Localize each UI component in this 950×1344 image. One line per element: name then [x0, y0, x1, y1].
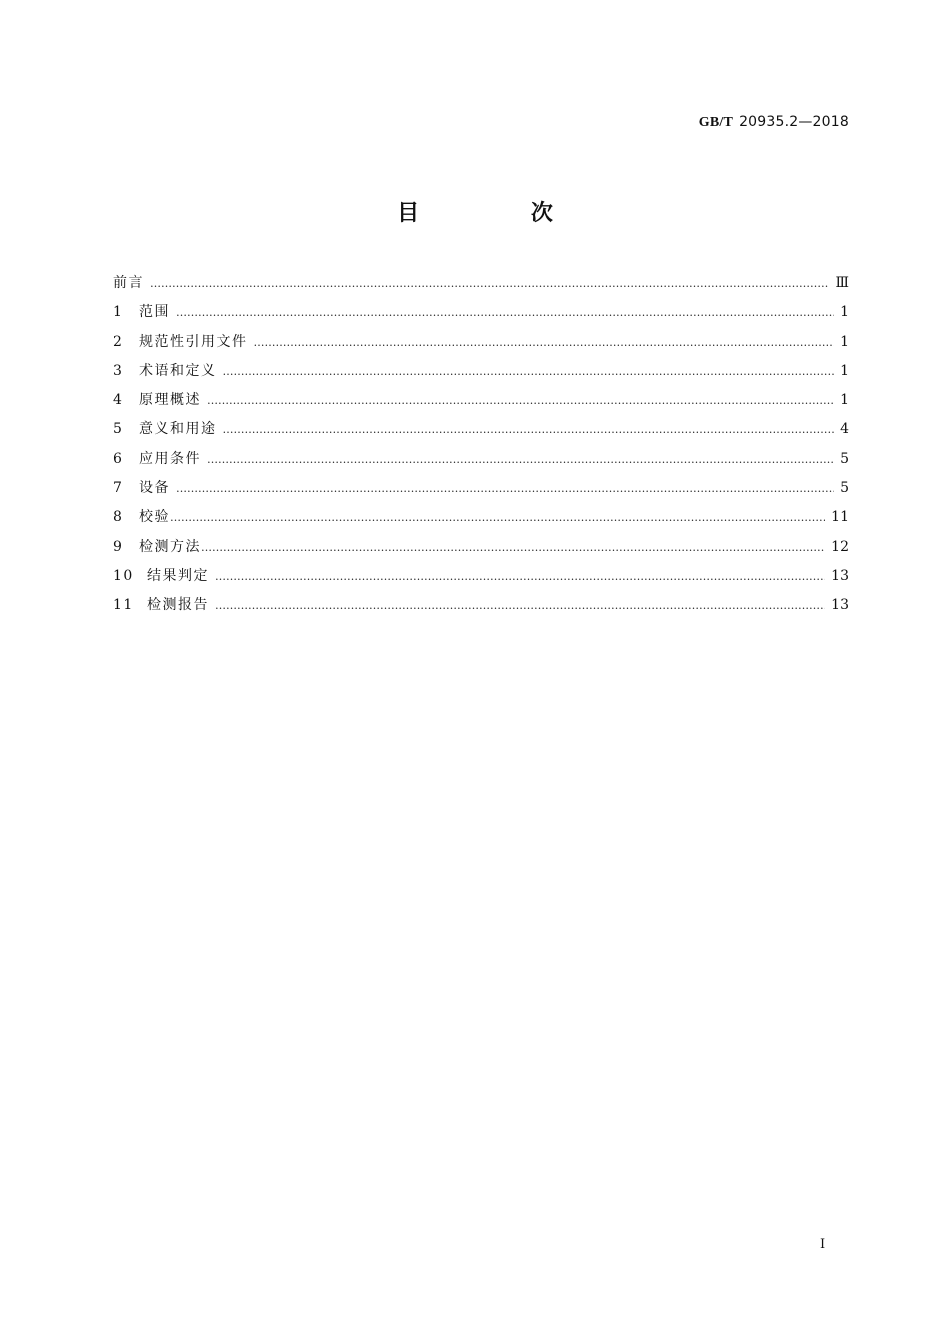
toc-entry-number: 4	[113, 392, 124, 409]
toc-entry-foreword[interactable]	[113, 272, 849, 301]
table-of-contents	[113, 272, 849, 624]
dot-leader	[176, 304, 834, 320]
dot-leader	[254, 334, 835, 350]
dot-leader	[150, 275, 829, 291]
toc-entry-number: 2	[113, 333, 124, 350]
toc-entry-page: 13	[831, 567, 849, 584]
toc-entry-label: 规范性引用文件	[139, 333, 248, 350]
standard-number: 20935.2—2018	[739, 114, 849, 130]
toc-entry-number: 9	[113, 538, 124, 555]
toc-entry-terms-definitions[interactable]	[113, 360, 849, 389]
toc-entry-test-report[interactable]	[113, 594, 849, 623]
toc-entry-label: 检测报告	[147, 597, 209, 614]
page-number: I	[820, 1237, 826, 1252]
toc-entry-page: 5	[840, 480, 849, 497]
toc-entry-page: 4	[840, 421, 849, 438]
toc-entry-label: 术语和定义	[139, 362, 217, 379]
dot-leader	[215, 568, 825, 584]
toc-entry-scope[interactable]	[113, 301, 849, 330]
toc-entry-verification[interactable]	[113, 506, 849, 535]
toc-entry-number: 5	[113, 421, 124, 438]
toc-entry-principle[interactable]	[113, 389, 849, 418]
toc-entry-result-judgment[interactable]	[113, 565, 849, 594]
toc-entry-number: 7	[113, 480, 124, 497]
toc-entry-test-method[interactable]	[113, 536, 849, 565]
toc-entry-label: 结果判定	[147, 567, 209, 584]
standard-prefix: GB/T	[698, 115, 734, 130]
toc-entry-page: 1	[840, 362, 849, 379]
toc-entry-number: 3	[113, 362, 124, 379]
toc-entry-label: 意义和用途	[139, 421, 217, 438]
toc-entry-number: 8	[113, 509, 124, 526]
toc-entry-equipment[interactable]	[113, 477, 849, 506]
toc-entry-page: 1	[840, 333, 849, 350]
toc-entry-page: 12	[831, 538, 849, 555]
toc-entry-page: 13	[831, 597, 849, 614]
dot-leader	[223, 363, 835, 379]
toc-entry-number: 10	[113, 567, 134, 584]
dot-leader	[223, 421, 835, 437]
toc-entry-number: 6	[113, 450, 124, 467]
toc-entry-label: 范围	[139, 304, 170, 321]
toc-title: 目 次	[397, 201, 605, 226]
dot-leader	[215, 597, 825, 613]
standard-code	[699, 114, 849, 131]
dot-leader	[207, 451, 834, 467]
toc-entry-page: 1	[840, 392, 849, 409]
toc-entry-number: 11	[113, 597, 134, 614]
toc-entry-page: 1	[840, 304, 849, 321]
toc-entry-number: 1	[113, 304, 124, 321]
toc-entry-application-conditions[interactable]	[113, 448, 849, 477]
toc-entry-page: 5	[840, 450, 849, 467]
toc-entry-page: Ⅲ	[835, 275, 849, 291]
toc-entry-significance-use[interactable]	[113, 418, 849, 447]
toc-entry-page: 11	[831, 509, 849, 526]
toc-entry-label: 校验	[139, 509, 170, 526]
toc-entry-normative-references[interactable]	[113, 331, 849, 360]
toc-entry-label: 应用条件	[139, 450, 201, 467]
toc-entry-label: 前言	[113, 275, 144, 291]
toc-entry-label: 设备	[139, 480, 170, 497]
dot-leader	[207, 392, 834, 408]
toc-entry-label: 原理概述	[139, 392, 201, 409]
dot-leader	[201, 539, 825, 555]
toc-entry-label: 检测方法	[139, 538, 201, 555]
dot-leader	[176, 480, 834, 496]
dot-leader	[170, 509, 825, 525]
